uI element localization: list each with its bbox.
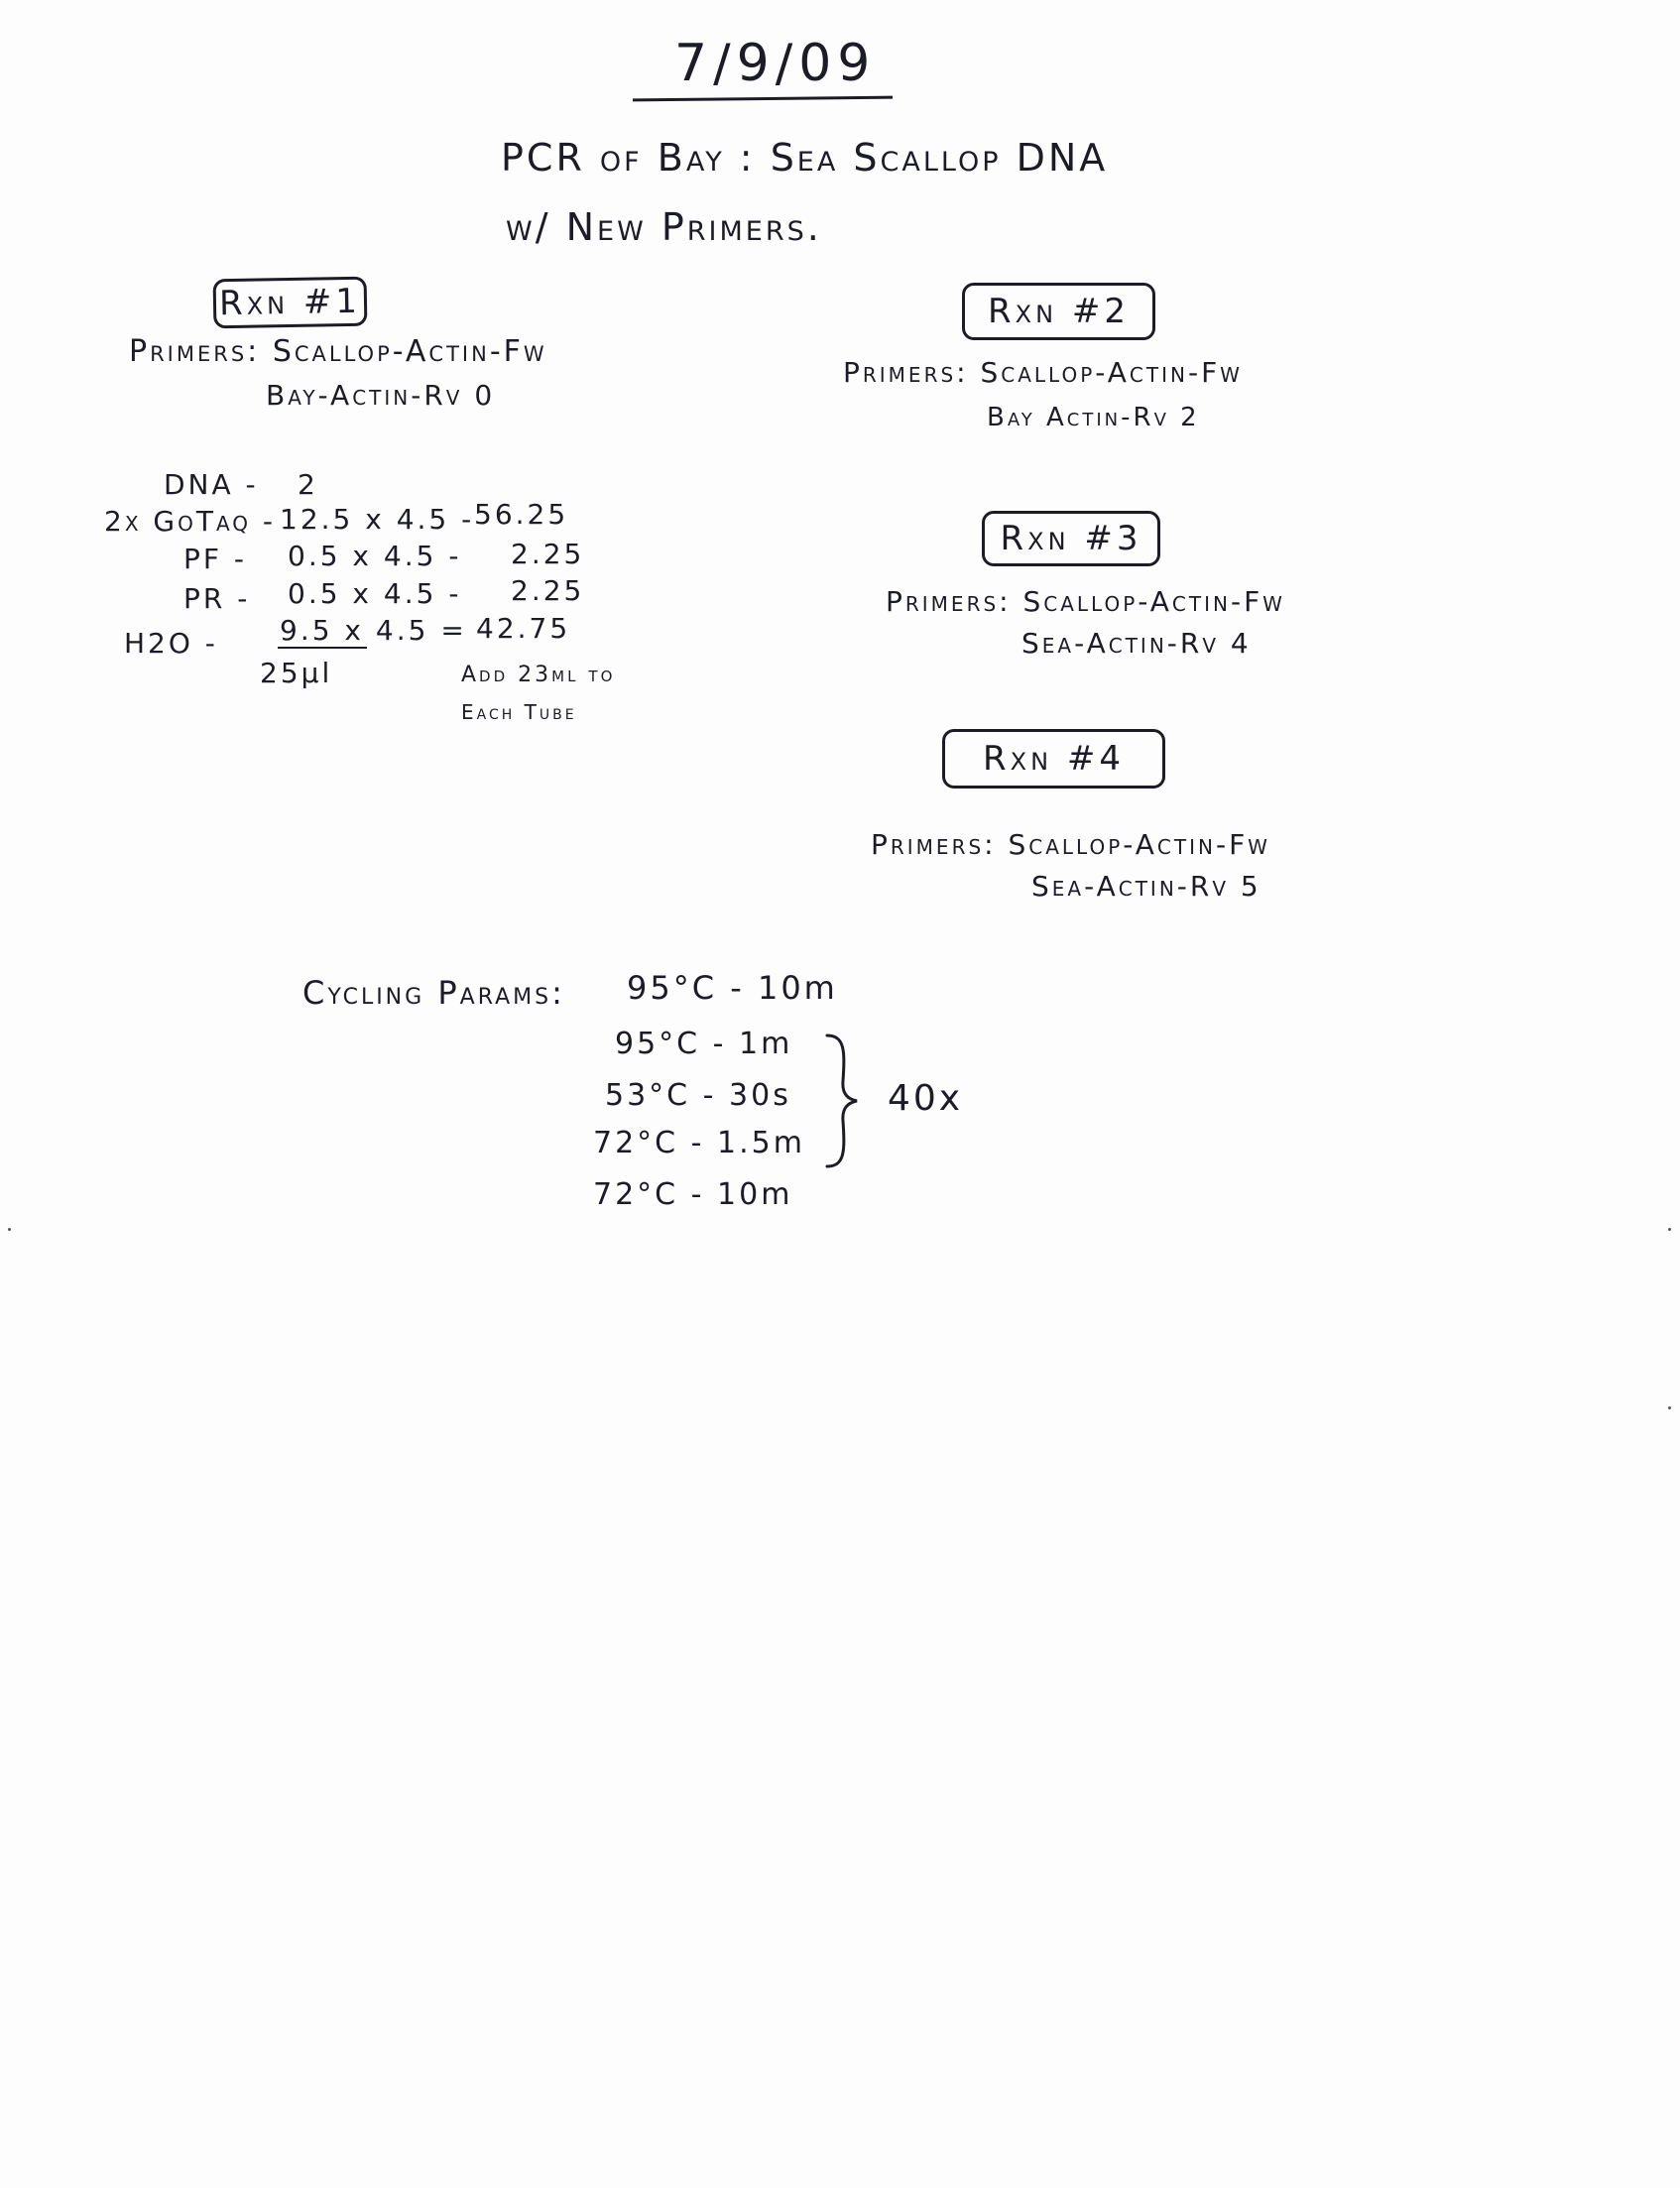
rxn-3-label: Rxn #3 xyxy=(982,511,1160,566)
mix-row-expr: 0.5 x 4.5 - xyxy=(288,540,462,572)
scan-speck xyxy=(1668,1228,1671,1231)
rxn-4-primer-forward: Primers: Scallop-Actin-Fw xyxy=(871,828,1270,861)
cycling-step: 72°C - 1.5m xyxy=(593,1126,805,1160)
mix-row-total: 56.25 xyxy=(474,498,569,531)
rxn-2-primer-reverse: Bay Actin-Rv 2 xyxy=(987,403,1200,432)
rxn-2-label: Rxn #2 xyxy=(962,283,1155,340)
mix-row-name: DNA - xyxy=(164,468,259,501)
mix-row-name: 2x GoTaq - xyxy=(104,505,277,538)
mix-row-expr: 0.5 x 4.5 - xyxy=(288,577,462,610)
mix-row-expr: 2 xyxy=(298,468,318,501)
mix-row-name: H2O - xyxy=(124,627,218,660)
page-date: 7/9/09 xyxy=(674,34,877,93)
rxn-3-primer-forward: Primers: Scallop-Actin-Fw xyxy=(886,585,1285,618)
cycling-step: 95°C - 1m xyxy=(615,1027,793,1061)
rxn-1-label: Rxn #1 xyxy=(213,277,368,329)
rxn-4-label: Rxn #4 xyxy=(942,729,1165,789)
rxn-2-primer-forward: Primers: Scallop-Actin-Fw xyxy=(843,356,1243,389)
mix-note-continued: Each Tube xyxy=(461,700,577,724)
mix-row-total: 42.75 xyxy=(476,612,571,645)
cycling-step: 95°C - 10m xyxy=(627,969,838,1007)
mix-total-volume: 25µl xyxy=(260,657,333,689)
mix-note: Add 23µl to xyxy=(461,663,616,687)
cycle-brace-icon xyxy=(823,1032,863,1170)
scan-speck xyxy=(8,1228,11,1231)
rxn-1-primer-reverse: Bay-Actin-Rv 0 xyxy=(266,379,496,412)
mix-sum-underline xyxy=(278,647,367,649)
date-underline xyxy=(633,96,893,102)
cycle-repeat-count: 40x xyxy=(888,1078,964,1119)
mix-row-expr: 12.5 x 4.5 - xyxy=(280,503,475,536)
mix-row-name: PF - xyxy=(183,543,247,575)
page-title: PCR of Bay : Sea Scallop DNA xyxy=(501,136,1109,180)
mix-row-expr: 9.5 x 4.5 = xyxy=(280,614,467,647)
page-subtitle: w/ New Primers. xyxy=(506,205,822,249)
scan-speck xyxy=(1668,1406,1671,1409)
cycling-step: 72°C - 10m xyxy=(593,1177,793,1212)
cycling-step: 53°C - 30s xyxy=(605,1078,791,1113)
cycling-params-label: Cycling Params: xyxy=(302,974,565,1012)
mix-row-total: 2.25 xyxy=(511,574,585,607)
rxn-1-primer-forward: Primers: Scallop-Actin-Fw xyxy=(129,334,547,369)
mix-row-name: PR - xyxy=(183,582,251,615)
rxn-4-primer-reverse: Sea-Actin-Rv 5 xyxy=(1031,870,1261,903)
mix-row-total: 2.25 xyxy=(511,538,585,570)
rxn-3-primer-reverse: Sea-Actin-Rv 4 xyxy=(1021,627,1252,660)
